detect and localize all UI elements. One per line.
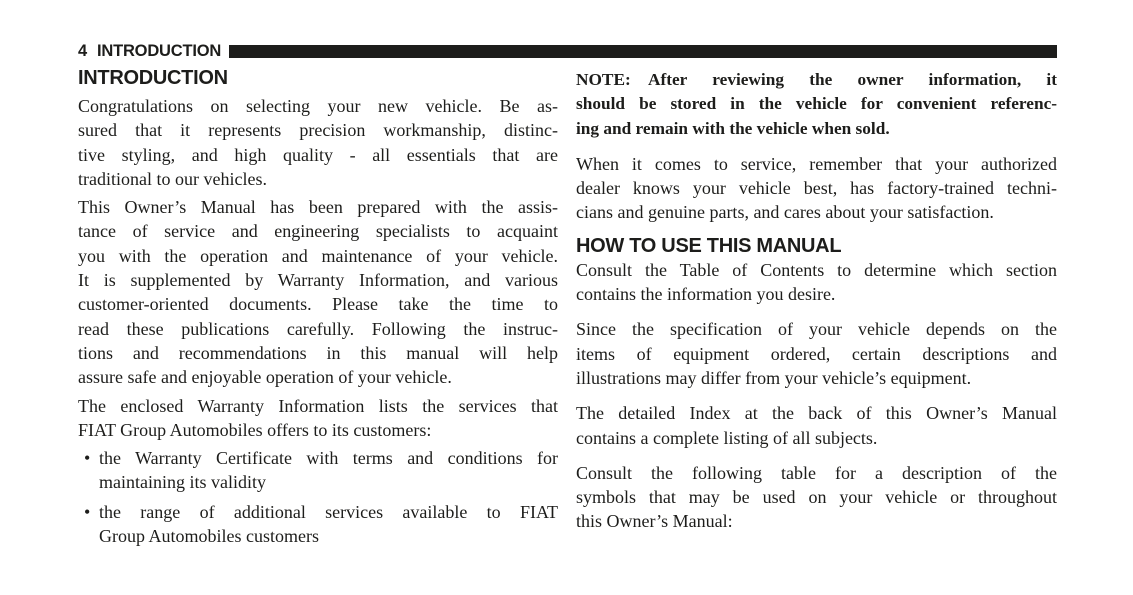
text-line: illustrations may differ from your vehicle’s equipment. (576, 367, 972, 388)
text-line: read these publications carefully. Following the instruc- (78, 318, 558, 339)
text-line: Consult the following table for a description of the (576, 462, 1057, 483)
text-line: The detailed Index at the back of this Owner’s Manual (576, 403, 1057, 424)
text-line: you with the operation and maintenance of your vehicle. (78, 245, 558, 266)
note-paragraph (576, 68, 1057, 141)
text-line: Consult the Table of Contents to determine which section (576, 259, 1057, 280)
text-line: ing and remain with the vehicle when sold. (576, 118, 890, 138)
text-line: tance of service and engineering specialists to acquaint (78, 221, 558, 242)
text-line: dealer knows your vehicle best, has factory-trained techni- (576, 178, 1057, 199)
text-line: Since the specification of your vehicle depends on the (576, 319, 1057, 340)
text-line: The enclosed Warranty Information lists the services that (78, 395, 558, 416)
text-line: NOTE: After reviewing the owner information, it (576, 70, 1057, 89)
text-line: When it comes to service, remember that your authorized (576, 153, 1057, 174)
text-line: should be stored in the vehicle for convenient referenc- (576, 94, 1057, 114)
text-line: maintaining its validity (99, 472, 266, 493)
header-rule-bar (229, 45, 1057, 58)
text-line: It is supplemented by Warranty Information, and various (78, 270, 558, 291)
paragraph (576, 152, 1057, 225)
bullet-item (78, 500, 558, 549)
text-line: traditional to our vehicles. (78, 168, 267, 189)
text-line: contains a complete listing of all subjects. (576, 427, 878, 448)
subsection-heading: HOW TO USE THIS MANUAL (576, 234, 842, 257)
paragraph (576, 461, 1057, 534)
paragraph (576, 258, 1057, 307)
text-line: the Warranty Certificate with terms and conditions for (99, 448, 558, 469)
right-column (576, 68, 1057, 553)
text-line: contains the information you desire. (576, 284, 836, 305)
text-line: the range of additional services available to FIAT (99, 501, 558, 522)
text-line: Group Automobiles customers (99, 526, 319, 547)
text-line: tions and recommendations in this manual will help (78, 342, 558, 363)
text-line: assure safe and enjoyable operation of your vehicle. (78, 367, 452, 388)
paragraph (576, 401, 1057, 450)
text-line: customer-oriented documents. Please take the time to (78, 294, 558, 315)
header-section-title: INTRODUCTION (96, 42, 222, 60)
page-number: 4 (78, 42, 87, 60)
bullet-marker-icon: • (84, 448, 91, 469)
paragraph (78, 394, 558, 443)
text-line: cians and genuine parts, and cares about your satisfaction. (576, 202, 994, 223)
right-column-blocks (576, 68, 1057, 534)
left-column (78, 68, 558, 553)
text-line: this Owner’s Manual: (576, 511, 733, 532)
bullet-marker-icon: • (84, 501, 91, 522)
text-line: symbols that may be used on your vehicle or throughout (576, 487, 1057, 508)
text-line: tive styling, and high quality - all essentials that are (78, 144, 558, 165)
bullet-item (78, 446, 558, 495)
left-column-blocks (78, 94, 558, 548)
paragraph (78, 94, 558, 191)
page-header (78, 43, 1057, 60)
page-content (78, 68, 1057, 553)
text-line: sured that it represents precision workmanship, distinc- (78, 120, 558, 141)
section-heading: INTRODUCTION (78, 67, 228, 89)
paragraph (78, 195, 558, 389)
text-line: This Owner’s Manual has been prepared with the assis- (78, 197, 558, 218)
text-line: Congratulations on selecting your new vehicle. Be as- (78, 96, 558, 116)
text-line: FIAT Group Automobiles offers to its customers: (78, 419, 432, 440)
paragraph (576, 317, 1057, 390)
text-line: items of equipment ordered, certain descriptions and (576, 343, 1057, 364)
